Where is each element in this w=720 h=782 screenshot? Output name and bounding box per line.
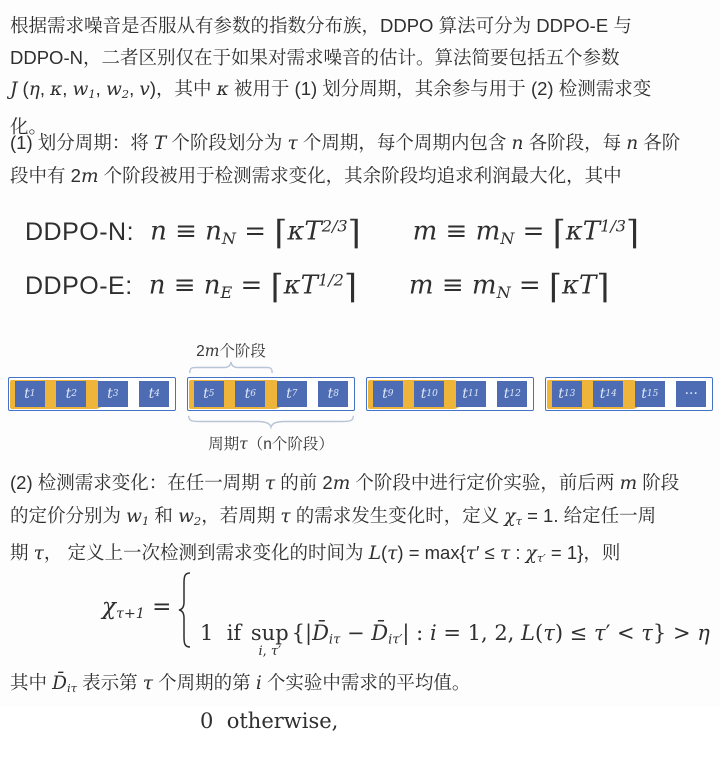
phase-cell: t 8: [318, 381, 348, 407]
timeline-group: [545, 377, 713, 411]
ddpo-n-label: DDPO-N:: [25, 218, 135, 246]
phase-cell: t 5: [194, 381, 224, 407]
text-line: J (η, κ, w1, w2, v)，其中 κ 被用于 (1) 划分周期，其余参与用于 (2) 检测需求变: [10, 78, 652, 102]
case-zero: 0 otherwise,: [200, 709, 339, 733]
m-equation: m ≡ mN = ⌈κT⌉: [408, 267, 610, 306]
timeline-group: [366, 377, 534, 411]
timeline-group: [8, 377, 176, 411]
bottom-brace-label: 周期τ（n个阶段）: [208, 435, 334, 453]
n-equation: n ≡ nE = $⌈\kappa T^{1/2}⌉$: [148, 267, 357, 306]
section1-paragraph: [10, 127, 716, 192]
text-line: (2) 检测需求变化：在任一周期 τ 的前 2m 个阶段中进行定价实验，前后两 m 阶段: [10, 472, 680, 494]
footer-paragraph: [10, 667, 716, 705]
text-line: 段中有 2m 个阶段被用于检测需求变化，其余阶段均追求利润最大化，其中: [10, 164, 622, 187]
intro-paragraph: [10, 10, 716, 142]
text-line: 的定价分别为 w1 和 w2，若周期 τ 的需求发生变化时，定义 χτ = 1. 给定任一周: [10, 504, 657, 528]
phase-cell: t 13: [552, 381, 582, 407]
phase-cell: t 6: [235, 381, 265, 407]
case-one-pre: 1 if: [200, 621, 248, 645]
n-equation: n ≡ nN = $⌈\kappa T^{2/3}⌉$: [150, 213, 361, 252]
text-line: 期 τ， 定义上一次检测到需求变化的时间为 L(τ) = max{τ′ ≤ τ : χτ′ = 1}，则: [10, 542, 621, 566]
case-one: [200, 620, 710, 657]
text-line: 根据需求噪音是否服从有参数的指数分布族，DDPO 算法可分为 DDPO-E 与: [10, 15, 632, 36]
timeline-groups: [8, 377, 714, 411]
case-one-condition: {|D̄iτ − D̄iτ′| : i = 1, 2, L(τ) ≤ τ′ < τ} > η: [291, 621, 710, 648]
sup-operator: [251, 620, 289, 657]
phase-cell: t 11: [456, 381, 486, 407]
timeline-group: [187, 377, 355, 411]
sup-subscript: i, τ′: [258, 644, 282, 659]
m-equation: m ≡ mN = $⌈\kappa T^{1/3}⌉$: [412, 213, 640, 252]
phase-cell: t 1: [15, 381, 45, 407]
phase-timeline-diagram: [0, 336, 720, 461]
section2-paragraph: [10, 467, 716, 575]
phase-cell: t 2: [56, 381, 86, 407]
text-line: (1) 划分周期：将 T 个阶段划分为 τ 个周期，每个周期内包含 n 各阶段，每 n 各阶: [10, 132, 681, 154]
text-line: 化。: [10, 115, 48, 137]
phase-cell: t 10: [414, 381, 444, 407]
phase-cell: t 3: [98, 381, 128, 407]
cases-brace: [178, 572, 192, 648]
ddpo-n-formula-row: [25, 213, 639, 252]
ddpo-e-formula-row: [25, 267, 609, 306]
ddpo-e-label: DDPO-E:: [25, 272, 133, 300]
top-brace: [189, 361, 273, 374]
phase-cell: t 7: [277, 381, 307, 407]
phase-cell: t 4: [139, 381, 169, 407]
phase-cell: t 12: [497, 381, 527, 407]
text-line: 其中 D̄iτ 表示第 τ 个周期的第 i 个实验中需求的平均值。: [10, 672, 471, 696]
text-line: DDPO-N，二者区别仅在于如果对需求噪音的估计。算法简要包括五个参数: [10, 46, 620, 68]
phase-cell: t 15: [635, 381, 665, 407]
phase-cell: t 9: [373, 381, 403, 407]
phase-cell: t 14: [593, 381, 623, 407]
top-brace-label: 2m个阶段: [196, 342, 266, 360]
bottom-brace: [187, 415, 355, 428]
sup-word: sup: [250, 621, 289, 645]
chi-lhs: χτ+1 =: [102, 594, 172, 622]
phase-cell: ···: [676, 381, 706, 407]
